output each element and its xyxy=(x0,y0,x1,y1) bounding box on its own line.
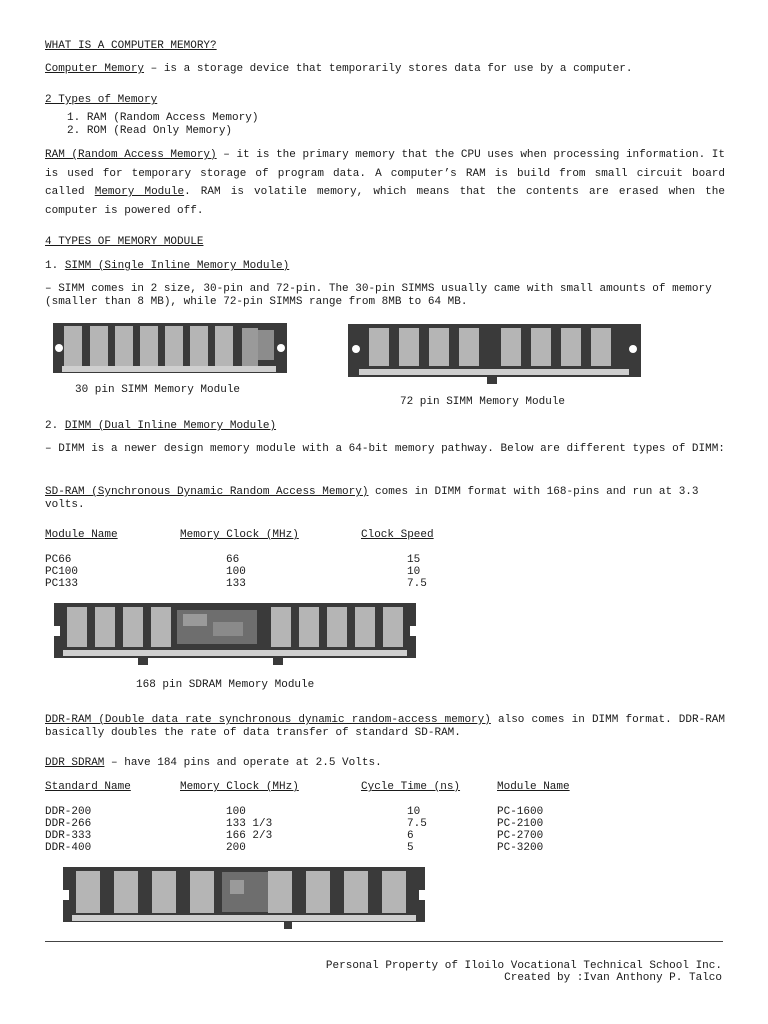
sdram-cell: PC100 xyxy=(45,566,79,578)
simm-number: 1. xyxy=(45,260,65,272)
ddr-cell: PC-3200 xyxy=(497,842,544,854)
sdram-term: SD-RAM (Synchronous Dynamic Random Access Memory) xyxy=(45,486,369,498)
ddr-cell: PC-2100 xyxy=(497,818,544,830)
ddr-sdram-term: DDR SDRAM xyxy=(45,757,105,769)
sdram-header-speed: Clock Speed xyxy=(361,529,434,541)
simm-heading: SIMM (Single Inline Memory Module) xyxy=(64,260,290,272)
ddr-cell: 10 xyxy=(407,806,421,818)
sdram-header-module: Module Name xyxy=(45,529,118,541)
types-item-1-label: RAM (Random Access Memory) xyxy=(86,112,259,124)
dimm-number: 2. xyxy=(45,420,65,432)
dimm-heading: DIMM (Dual Inline Memory Module) xyxy=(64,420,277,432)
footer-line-2: Created by :Ivan Anthony P. Talco xyxy=(504,972,722,984)
ddr-cell: PC-1600 xyxy=(497,806,544,818)
ddr-cell: PC-2700 xyxy=(497,830,544,842)
ddr-cell: 7.5 xyxy=(407,818,427,830)
types-item-2-label: ROM (Read Only Memory) xyxy=(86,125,233,137)
ddr-text: also comes in DIMM format. DDR-RAM basically doubles the rate of data transfer of standard SD-RAM. xyxy=(45,714,725,739)
types-item-2: 2. ROM (Read Only Memory) xyxy=(67,125,233,137)
module-types-heading: 4 TYPES OF MEMORY MODULE xyxy=(45,236,204,248)
page-title: WHAT IS A COMPUTER MEMORY? xyxy=(45,40,217,52)
memory-module-term: Memory Module xyxy=(94,186,185,198)
simm-30pin-caption: 30 pin SIMM Memory Module xyxy=(75,384,241,396)
sdram-168pin-image xyxy=(53,602,417,666)
definition-term: Computer Memory xyxy=(45,63,145,75)
simm-description: – SIMM comes in 2 size, 30-pin and 72-pin. The 30-pin SIMMS usually came with small amounts of memory (smaller than 8 MB), while 72-pin SIMMS range from 8MB to 64 MB. xyxy=(45,283,712,308)
ddr-term: DDR-RAM (Double data rate synchronous dynamic random-access memory) xyxy=(45,714,491,726)
ram-text-2: . RAM is volatile memory, which means that the contents are erased when the computer is powered off. xyxy=(45,186,725,217)
dimm-heading-line xyxy=(45,420,276,432)
sdram-paragraph xyxy=(45,486,725,512)
types-item-1: 1. RAM (Random Access Memory) xyxy=(67,112,259,124)
ddr-cell: 6 xyxy=(407,830,414,842)
ddr-header-cycle: Cycle Time (ns) xyxy=(361,781,461,793)
ram-term: RAM (Random Access Memory) xyxy=(45,149,217,161)
ram-paragraph xyxy=(45,146,725,220)
dimm-description: – DIMM is a newer design memory module with a 64-bit memory pathway. Below are different types of DIMM: xyxy=(45,443,725,455)
ddr-paragraph xyxy=(45,714,725,740)
ddr-cell: 200 xyxy=(226,842,246,854)
ram-text-1: – it is the primary memory that the CPU uses when processing information. It is used for temporary storage of program data. A computer’s RAM is build from small circuit board called xyxy=(45,149,725,198)
simm-72pin-image xyxy=(347,323,642,385)
simm-heading-line xyxy=(45,260,289,272)
definition-line xyxy=(45,63,633,75)
sdram-cell: 66 xyxy=(226,554,240,566)
ddr-sdram-line xyxy=(45,757,382,769)
sdram-header-clock: Memory Clock (MHz) xyxy=(180,529,299,541)
sdram-text: comes in DIMM format with 168-pins and run at 3.3 volts. xyxy=(45,486,699,511)
sdram-cell: PC66 xyxy=(45,554,72,566)
ddr-cell: DDR-400 xyxy=(45,842,92,854)
ddr-sdram-image xyxy=(62,866,426,930)
ddr-header-module: Module Name xyxy=(497,781,570,793)
ddr-cell: DDR-266 xyxy=(45,818,92,830)
sdram-cell: 15 xyxy=(407,554,421,566)
ddr-cell: DDR-333 xyxy=(45,830,92,842)
ddr-header-standard: Standard Name xyxy=(45,781,131,793)
sdram-caption: 168 pin SDRAM Memory Module xyxy=(136,679,315,691)
ddr-cell: 166 2/3 xyxy=(226,830,273,842)
footer-divider xyxy=(45,941,723,942)
ddr-cell: DDR-200 xyxy=(45,806,92,818)
ddr-sdram-text: – have 184 pins and operate at 2.5 Volts. xyxy=(104,757,382,769)
footer-line-1: Personal Property of Iloilo Vocational Technical School Inc. xyxy=(325,960,722,972)
sdram-cell: 100 xyxy=(226,566,246,578)
simm-72pin-caption: 72 pin SIMM Memory Module xyxy=(400,396,566,408)
sdram-cell: 133 xyxy=(226,578,246,590)
definition-text: – is a storage device that temporarily stores data for use by a computer. xyxy=(144,63,633,75)
types-heading: 2 Types of Memory xyxy=(45,94,158,106)
ddr-cell: 133 1/3 xyxy=(226,818,273,830)
sdram-cell: PC133 xyxy=(45,578,79,590)
sdram-cell: 7.5 xyxy=(407,578,427,590)
ddr-cell: 100 xyxy=(226,806,246,818)
sdram-cell: 10 xyxy=(407,566,421,578)
ddr-header-clock: Memory Clock (MHz) xyxy=(180,781,299,793)
ddr-cell: 5 xyxy=(407,842,414,854)
simm-30pin-image xyxy=(52,322,288,374)
